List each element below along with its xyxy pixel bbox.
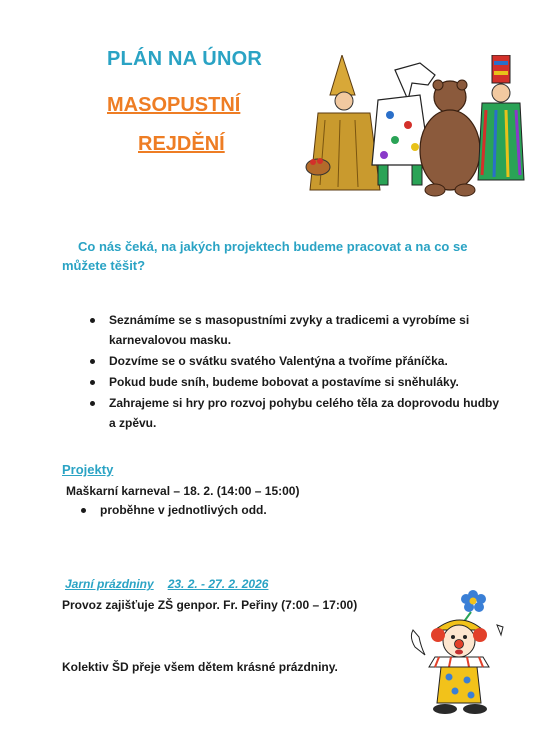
list-item: proběhne v jednotlivých odd. — [75, 500, 375, 520]
holidays-title: Jarní prázdniny — [65, 577, 154, 591]
list-item: Zahrajeme si hry pro rozvoj pohybu celého těla za doprovodu hudby a zpěvu. — [84, 393, 504, 433]
bear-mask-figure — [420, 80, 480, 196]
projects-line: Maškarní karneval – 18. 2. (14:00 – 15:00) — [66, 484, 300, 498]
list-item: Pokud bude sníh, budeme bobovat a postavíme si sněhuláky. — [84, 372, 504, 392]
subtitle-line-2: REJDĚNÍ — [138, 133, 225, 155]
projects-heading: Projekty — [62, 462, 114, 477]
holidays-dates: 23. 2. - 27. 2. 2026 — [167, 577, 269, 591]
closing-wish: Kolektiv ŠD přeje všem dětem krásné prázdniny. — [62, 660, 338, 674]
holidays-line: Provoz zajišťuje ZŠ genpor. Fr. Peřiny (7:00 – 17:00) — [62, 598, 358, 612]
list-item: Seznámíme se s masopustními zvyky a tradicemi a vyrobíme si karnevalovou masku. — [84, 310, 504, 350]
list-item: Dozvíme se o svátku svatého Valentýna a tvoříme přáníčka. — [84, 351, 504, 371]
straw-mask-figure — [306, 55, 380, 190]
activity-list — [84, 310, 504, 434]
carnival-masks-illustration — [300, 55, 525, 200]
subtitle-line-1: MASOPUSTNÍ — [107, 94, 241, 116]
projects-list — [75, 500, 375, 521]
flower-icon — [461, 590, 486, 623]
intro-text: Co nás čeká, na jakých projektech budeme pracovat a na co se můžete těšit? — [62, 239, 468, 273]
ribbon-mask-figure — [478, 55, 524, 180]
clown-illustration — [405, 585, 515, 715]
holidays-heading — [65, 577, 268, 591]
page-title: PLÁN NA ÚNOR — [107, 48, 262, 70]
